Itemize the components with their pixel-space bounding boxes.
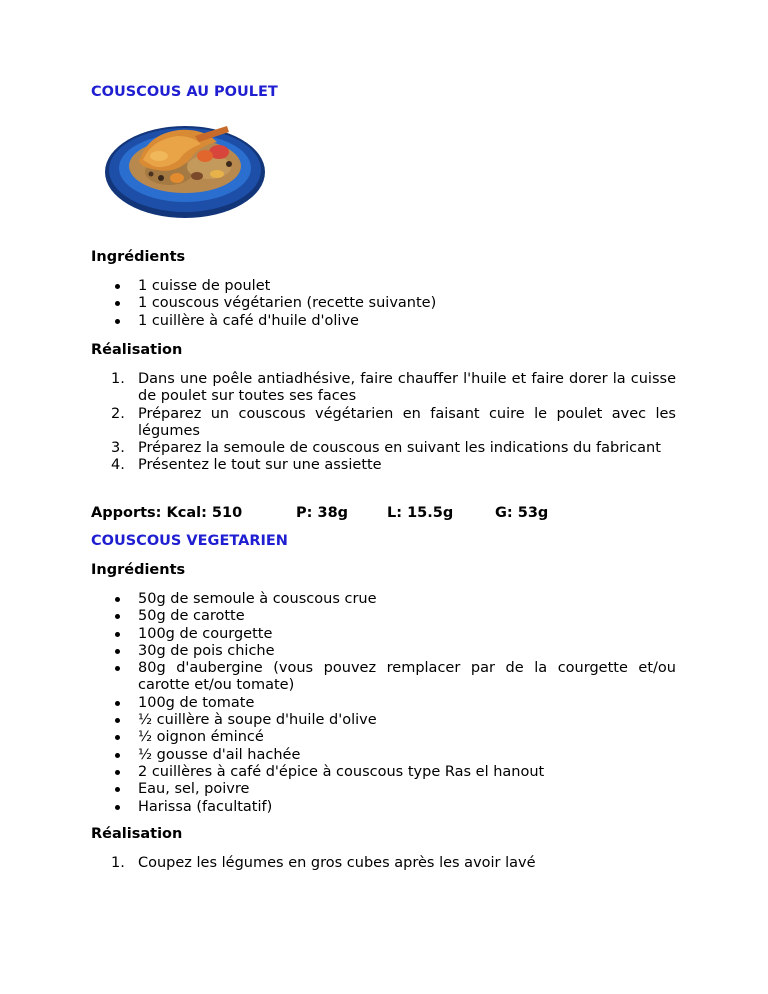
list-item: 80g d'aubergine (vous pouvez remplacer par de la courgette et/ou carotte et/ou tomate): [91, 660, 676, 695]
nutrition-protein: P: 38g: [296, 505, 349, 521]
couscous-plate-photo: [99, 112, 271, 224]
bullet-icon: [115, 649, 120, 654]
list-item: 100g de tomate: [91, 695, 676, 712]
bullet-icon: [115, 718, 120, 723]
bullet-icon: [115, 805, 120, 810]
list-item: Harissa (facultatif): [91, 799, 676, 816]
bullet-icon: [115, 614, 120, 619]
recipe2-ingredients-heading: Ingrédients: [91, 562, 186, 578]
recipe1-title: COUSCOUS AU POULET: [91, 84, 278, 100]
list-item: 30g de pois chiche: [91, 643, 676, 660]
list-item: 2 cuillères à café d'épice à couscous type Ras el hanout: [91, 764, 676, 781]
list-item: 1. Coupez les légumes en gros cubes après les avoir lavé: [111, 855, 536, 871]
list-item: 1 couscous végétarien (recette suivante): [91, 295, 676, 312]
recipe1-steps-heading: Réalisation: [91, 342, 183, 358]
recipe2-steps-heading: Réalisation: [91, 826, 183, 842]
bullet-icon: [115, 701, 120, 706]
bullet-icon: [115, 319, 120, 324]
list-item: 1 cuillère à café d'huile d'olive: [91, 313, 676, 330]
bullet-icon: [115, 597, 120, 602]
recipe2-title: COUSCOUS VEGETARIEN: [91, 533, 288, 549]
recipe1-ingredients-heading: Ingrédients: [91, 249, 186, 265]
bullet-icon: [115, 301, 120, 306]
list-item: 3. Préparez la semoule de couscous en suivant les indications du fabricant: [111, 440, 661, 457]
list-item: 1. Dans une poêle antiadhésive, faire chauffer l'huile et faire dorer la cuisse de poulet sur toutes ses faces: [111, 371, 676, 405]
bullet-icon: [115, 666, 120, 671]
list-item: 50g de carotte: [91, 608, 676, 625]
list-item: 100g de courgette: [91, 626, 676, 643]
bullet-icon: [115, 753, 120, 758]
list-item: 50g de semoule à couscous crue: [91, 591, 676, 608]
recipe2-ingredient-list: [91, 591, 676, 816]
nutrition-kcal: Apports: Kcal: 510: [91, 505, 243, 521]
bullet-icon: [115, 735, 120, 740]
recipe1-step-list: [91, 371, 676, 475]
bullet-icon: [115, 632, 120, 637]
list-item: 4. Présentez le tout sur une assiette: [111, 457, 382, 474]
list-item: 2. Préparez un couscous végétarien en faisant cuire le poulet avec les légumes: [111, 405, 676, 439]
bullet-icon: [115, 787, 120, 792]
nutrition-lipid: L: 15.5g: [387, 505, 454, 521]
list-item: 1 cuisse de poulet: [91, 278, 676, 295]
bullet-icon: [115, 284, 120, 289]
bullet-icon: [115, 770, 120, 775]
list-item: Eau, sel, poivre: [91, 781, 676, 798]
list-item: ½ cuillère à soupe d'huile d'olive: [91, 712, 676, 729]
recipe1-ingredient-list: [91, 278, 676, 330]
recipe2-step-list: [91, 855, 676, 872]
list-item: ½ gousse d'ail hachée: [91, 747, 676, 764]
nutrition-glucid: G: 53g: [495, 505, 549, 521]
list-item: ½ oignon émincé: [91, 729, 676, 746]
